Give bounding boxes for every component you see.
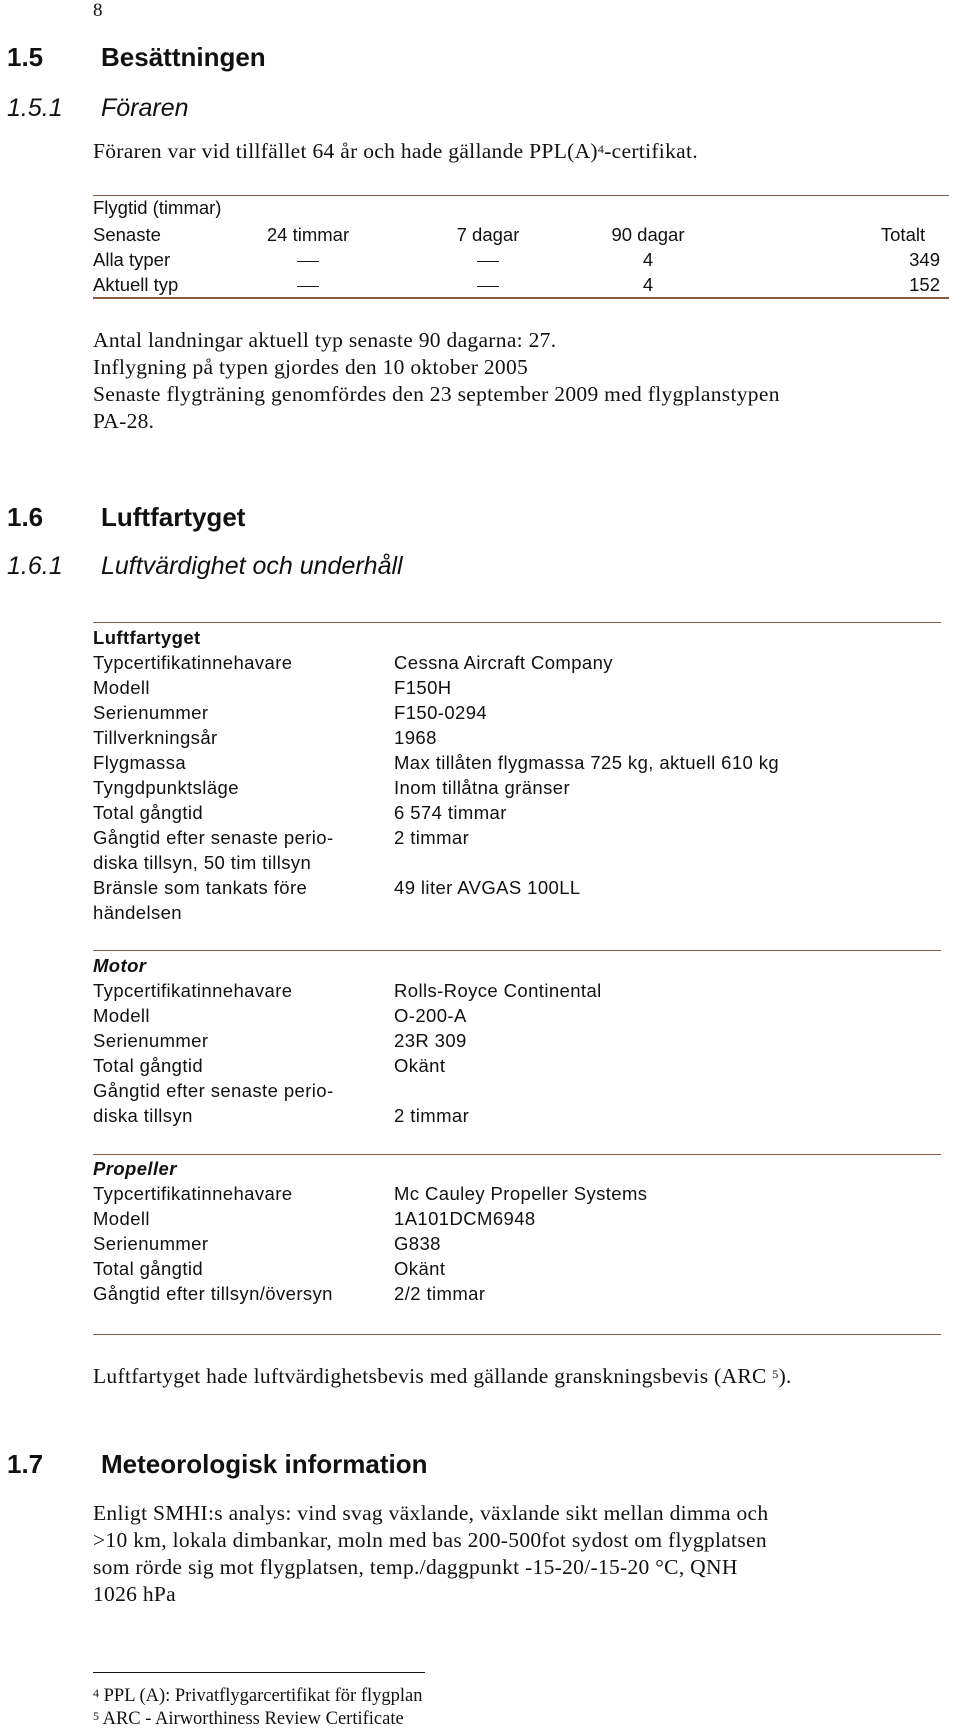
spec-label-cont: diska tillsyn, 50 tim tillsyn bbox=[93, 852, 312, 873]
spec-label: Serienummer bbox=[93, 702, 209, 723]
section-number: 1.6 bbox=[7, 502, 44, 532]
table-top-rule bbox=[93, 195, 949, 196]
pilot-notes bbox=[93, 327, 953, 435]
spec-label: Modell bbox=[93, 1005, 150, 1026]
spec-value: 2/2 timmar bbox=[394, 1283, 486, 1304]
footnote-separator bbox=[93, 1672, 425, 1673]
spec-value: Rolls-Royce Continental bbox=[394, 980, 602, 1001]
table-caption: Flygtid (timmar) bbox=[93, 197, 222, 218]
footnote-text: ARC - Airworthiness Review Certificate bbox=[99, 1709, 404, 1729]
cell-90d: 4 bbox=[642, 249, 654, 270]
spec-rule bbox=[93, 622, 941, 623]
spec-label: Gångtid efter senaste perio- bbox=[93, 1080, 334, 1101]
airworthiness-text: Luftfartyget hade luftvärdighetsbevis med gällande granskningsbevis (ARC bbox=[93, 1364, 773, 1388]
subsection-heading-1-6-1 bbox=[7, 552, 907, 584]
spec-label: Modell bbox=[93, 1208, 150, 1229]
spec-value: G838 bbox=[394, 1233, 441, 1254]
footnote-5 bbox=[93, 1709, 404, 1730]
pilot-intro-tail: -certifikat. bbox=[604, 139, 698, 163]
spec-label: Typcertifikatinnehavare bbox=[93, 652, 293, 673]
spec-label: Bränsle som tankats före bbox=[93, 877, 308, 898]
spec-value: O-200-A bbox=[394, 1005, 467, 1026]
spec-label: Tyngdpunktsläge bbox=[93, 777, 239, 798]
spec-rule bbox=[93, 1154, 941, 1155]
page-number: 8 bbox=[93, 0, 103, 21]
header-7d: 7 dagar bbox=[456, 224, 520, 245]
spec-value: 6 574 timmar bbox=[394, 802, 507, 823]
footnote-mark: 5 bbox=[93, 1709, 99, 1723]
empty-dash bbox=[233, 249, 383, 271]
spec-label: Modell bbox=[93, 677, 150, 698]
section-heading-1-6 bbox=[7, 502, 907, 534]
table-caption-row bbox=[93, 197, 953, 222]
spec-label: Serienummer bbox=[93, 1030, 209, 1051]
table-row bbox=[93, 274, 953, 299]
spec-label: Typcertifikatinnehavare bbox=[93, 980, 293, 1001]
spec-label: Serienummer bbox=[93, 1233, 209, 1254]
section-title: Meteorologisk information bbox=[101, 1449, 428, 1479]
spec-bottom-rule bbox=[93, 1334, 941, 1335]
subsection-title: Föraren bbox=[101, 94, 189, 122]
spec-value: 2 timmar bbox=[394, 827, 470, 848]
airworthiness-tail: ). bbox=[778, 1364, 792, 1388]
spec-value: 23R 309 bbox=[394, 1030, 467, 1051]
pilot-intro-text: Föraren var vid tillfället 64 år och hade gällande PPL(A) bbox=[93, 139, 598, 163]
row-label: Aktuell typ bbox=[93, 274, 179, 295]
section-number: 1.5 bbox=[7, 42, 44, 72]
spec-value: F150H bbox=[394, 677, 452, 698]
spec-label: Total gångtid bbox=[93, 1055, 204, 1076]
spec-label: Gångtid efter senaste perio- bbox=[93, 827, 334, 848]
spec-label-cont: händelsen bbox=[93, 902, 182, 923]
pilot-note-line: Inflygning på typen gjordes den 10 oktober 2005 bbox=[93, 355, 529, 379]
weather-line: >10 km, lokala dimbankar, moln med bas 200-500fot sydost om flygplatsen bbox=[93, 1528, 767, 1552]
spec-value: Inom tillåtna gränser bbox=[394, 777, 571, 798]
pilot-intro bbox=[93, 138, 953, 165]
empty-dash bbox=[413, 274, 563, 296]
header-90d: 90 dagar bbox=[611, 224, 685, 245]
pilot-note-line: Antal landningar aktuell typ senaste 90 dagarna: 27. bbox=[93, 328, 557, 352]
spec-label: Total gångtid bbox=[93, 802, 204, 823]
section-heading-1-7 bbox=[7, 1449, 907, 1481]
footnote-ref-5[interactable]: 5 bbox=[772, 1367, 779, 1381]
section-title: Besättningen bbox=[101, 42, 266, 72]
spec-value: Mc Cauley Propeller Systems bbox=[394, 1183, 648, 1204]
spec-label-cont: diska tillsyn bbox=[93, 1105, 193, 1126]
weather-line: Enligt SMHI:s analys: vind svag växlande, växlande sikt mellan dimma och bbox=[93, 1501, 769, 1525]
spec-value: F150-0294 bbox=[394, 702, 488, 723]
row-label: Alla typer bbox=[93, 249, 171, 270]
spec-value: Cessna Aircraft Company bbox=[394, 652, 613, 673]
cell-total: 349 bbox=[909, 249, 940, 270]
spec-label: Typcertifikatinnehavare bbox=[93, 1183, 293, 1204]
spec-label: Tillverkningsår bbox=[93, 727, 218, 748]
footnote-mark: 4 bbox=[93, 1686, 99, 1700]
table-bottom-rule bbox=[93, 297, 949, 299]
spec-value: 1A101DCM6948 bbox=[394, 1208, 536, 1229]
engine-heading: Motor bbox=[93, 955, 147, 976]
empty-dash bbox=[233, 274, 383, 296]
weather-line: som rörde sig mot flygplatsen, temp./daggpunkt -15-20/-15-20 °C, QNH bbox=[93, 1555, 738, 1579]
header-total: Totalt bbox=[880, 224, 926, 245]
weather-paragraph bbox=[93, 1500, 953, 1608]
airworthiness-statement bbox=[93, 1363, 953, 1390]
spec-value: 2 timmar bbox=[394, 1105, 470, 1126]
section-title: Luftfartyget bbox=[101, 502, 246, 532]
spec-value: 1968 bbox=[394, 727, 437, 748]
cell-90d: 4 bbox=[642, 274, 654, 295]
table-row bbox=[93, 249, 953, 274]
footnote-ref-4[interactable]: 4 bbox=[597, 142, 605, 156]
subsection-heading-1-5-1 bbox=[7, 94, 907, 126]
spec-label: Gångtid efter tillsyn/översyn bbox=[93, 1283, 333, 1304]
empty-dash bbox=[413, 249, 563, 271]
section-number: 1.7 bbox=[7, 1449, 44, 1479]
spec-value: Max tillåten flygmassa 725 kg, aktuell 610 kg bbox=[394, 752, 780, 773]
spec-value: Okänt bbox=[394, 1258, 446, 1279]
spec-value: 49 liter AVGAS 100LL bbox=[394, 877, 581, 898]
spec-value: Okänt bbox=[394, 1055, 446, 1076]
cell-total: 152 bbox=[909, 274, 940, 295]
weather-line: 1026 hPa bbox=[93, 1582, 177, 1606]
aircraft-heading: Luftfartyget bbox=[93, 627, 201, 648]
spec-label: Total gångtid bbox=[93, 1258, 204, 1279]
footnote-text: PPL (A): Privatflygarcertifikat för flygplan bbox=[99, 1686, 423, 1706]
header-24h: 24 timmar bbox=[266, 224, 350, 245]
table-header-row bbox=[93, 224, 953, 249]
pilot-note-line: PA-28. bbox=[93, 409, 155, 433]
subsection-number: 1.6.1 bbox=[7, 552, 63, 580]
spec-label: Flygmassa bbox=[93, 752, 187, 773]
propeller-heading: Propeller bbox=[93, 1158, 177, 1179]
footnote-4 bbox=[93, 1686, 423, 1707]
section-heading-1-5 bbox=[7, 42, 907, 74]
header-senaste: Senaste bbox=[93, 224, 161, 245]
subsection-number: 1.5.1 bbox=[7, 94, 63, 122]
pilot-note-line: Senaste flygträning genomfördes den 23 september 2009 med flygplanstypen bbox=[93, 382, 780, 406]
spec-rule bbox=[93, 950, 941, 951]
subsection-title: Luftvärdighet och underhåll bbox=[101, 552, 403, 580]
